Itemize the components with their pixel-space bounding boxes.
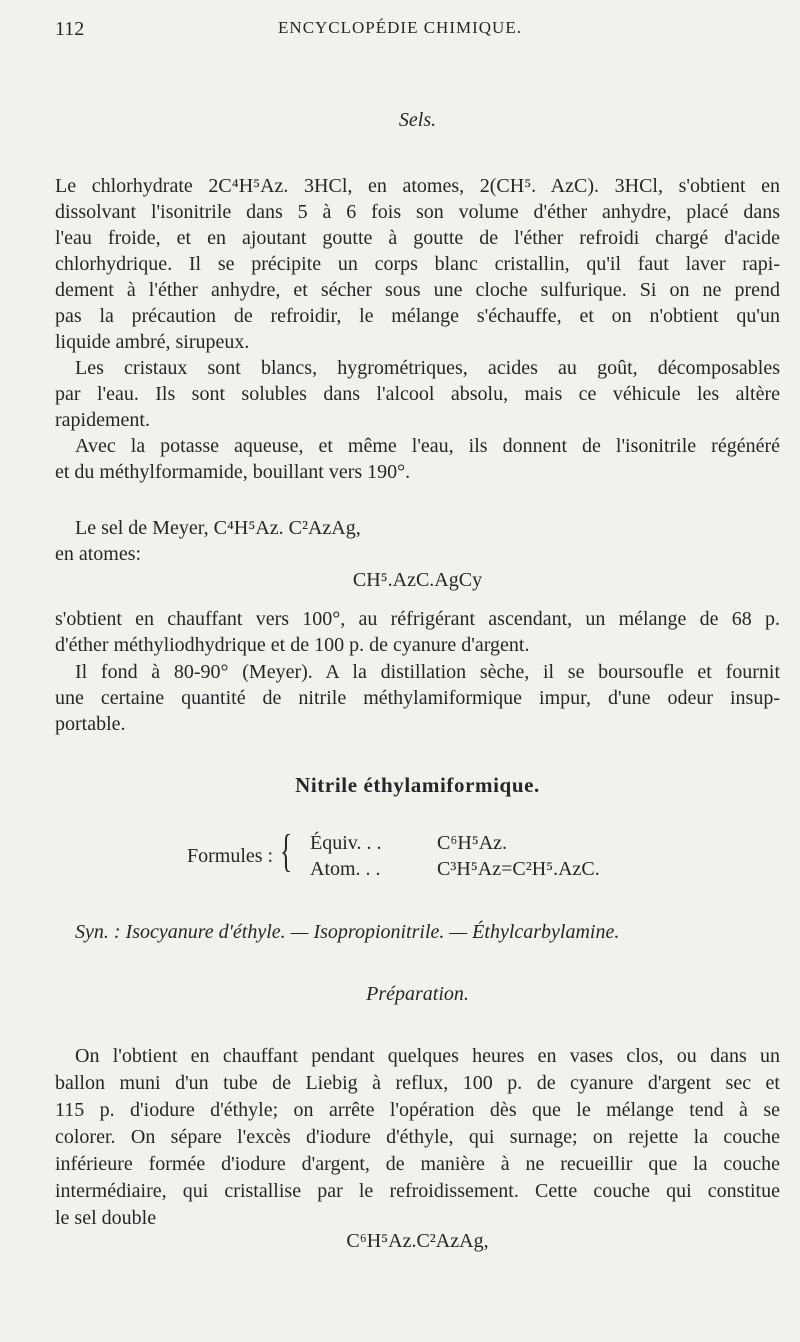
preparation-heading: Préparation.: [366, 983, 469, 1005]
text-line: Les cristaux sont blancs, hygrométriques, acides au goût, décomposables: [75, 357, 780, 379]
meyer-formula: CH⁵.AzC.AgCy: [352, 569, 483, 591]
meyer-salt-line: Le sel de Meyer, C⁴H⁵Az. C²AzAg,: [75, 517, 361, 539]
section-title: Nitrile éthylamiformique.: [295, 773, 540, 797]
page-header: [55, 18, 745, 44]
text-line: s'obtient en chauffant vers 100°, au réfrigérant ascendant, un mélange de 68 p.: [55, 608, 780, 630]
page-number: 112: [55, 18, 85, 40]
final-formula: C⁶H⁵Az.C²AzAg,: [346, 1230, 489, 1252]
formule-equiv-value: C⁶H⁵Az.: [437, 832, 508, 854]
formules-label: Formules :: [187, 845, 274, 867]
sels-heading: Sels.: [398, 109, 437, 131]
text-line: pas la précaution de refroidir, le mélange s'échauffe, et on n'obtient qu'un: [55, 305, 780, 327]
text-line: ballon muni d'un tube de Liebig à reflux, 100 p. de cyanure d'argent sec et: [55, 1072, 780, 1094]
text-line: On l'obtient en chauffant pendant quelques heures en vases clos, ou dans un: [75, 1045, 780, 1067]
text-line: Il fond à 80-90° (Meyer). A la distillation sèche, il se boursoufle et fournit: [75, 661, 780, 683]
text-line: rapidement.: [55, 409, 150, 431]
running-title: ENCYCLOPÉDIE CHIMIQUE.: [278, 18, 522, 37]
text-line: chlorhydrique. Il se précipite un corps blanc cristallin, qu'il faut laver rapi-: [55, 253, 780, 275]
text-line: 115 p. d'iodure d'éthyle; on arrête l'opération dès que le mélange tend à se: [55, 1099, 780, 1121]
text-line: l'eau froide, et en ajoutant goutte à goutte de l'éther refroidi chargé d'acide: [55, 227, 780, 249]
text-line: par l'eau. Ils sont solubles dans l'alcool absolu, mais ce véhicule les altère: [55, 383, 780, 405]
text-line: intermédiaire, qui cristallise par le refroidissement. Cette couche qui constitue: [55, 1180, 780, 1202]
formule-atom-value: C³H⁵Az=C²H⁵.AzC.: [437, 858, 600, 880]
formule-equiv-label: Équiv. . .: [310, 832, 382, 854]
text-line: d'éther méthyliodhydrique et de 100 p. de cyanure d'argent.: [55, 634, 530, 656]
brace-symbol: {: [280, 825, 293, 876]
text-line: et du méthylformamide, bouillant vers 190°.: [55, 461, 411, 483]
text-line: Avec la potasse aqueuse, et même l'eau, ils donnent de l'isonitrile régénéré: [75, 435, 780, 457]
text-line: le sel double: [55, 1207, 157, 1229]
text-line: colorer. On sépare l'excès d'iodure d'éthyle, qui surnage; on rejette la couche: [55, 1126, 780, 1148]
text-line: portable.: [55, 713, 126, 735]
text-line: dement à l'éther anhydre, et sécher sous une cloche sulfurique. Si on ne prend: [55, 279, 780, 301]
text-line: inférieure formée d'iodure d'argent, de manière à ne recueillir que la couche: [55, 1153, 780, 1175]
text-line: Le chlorhydrate 2C⁴H⁵Az. 3HCl, en atomes, 2(CH⁵. AzC). 3HCl, s'obtient en: [55, 175, 780, 197]
text-line: dissolvant l'isonitrile dans 5 à 6 fois son volume d'éther anhydre, placé dans: [55, 201, 780, 223]
formule-atom-label: Atom. . .: [310, 858, 381, 880]
text-line: liquide ambré, sirupeux.: [55, 331, 250, 353]
text-line: une certaine quantité de nitrile méthylamiformique impur, d'une odeur insup-: [55, 687, 780, 709]
meyer-atomes-label: en atomes:: [55, 543, 142, 565]
synonyms-line: Syn. : Isocyanure d'éthyle. — Isopropionitrile. — Éthylcarbylamine.: [75, 921, 620, 943]
